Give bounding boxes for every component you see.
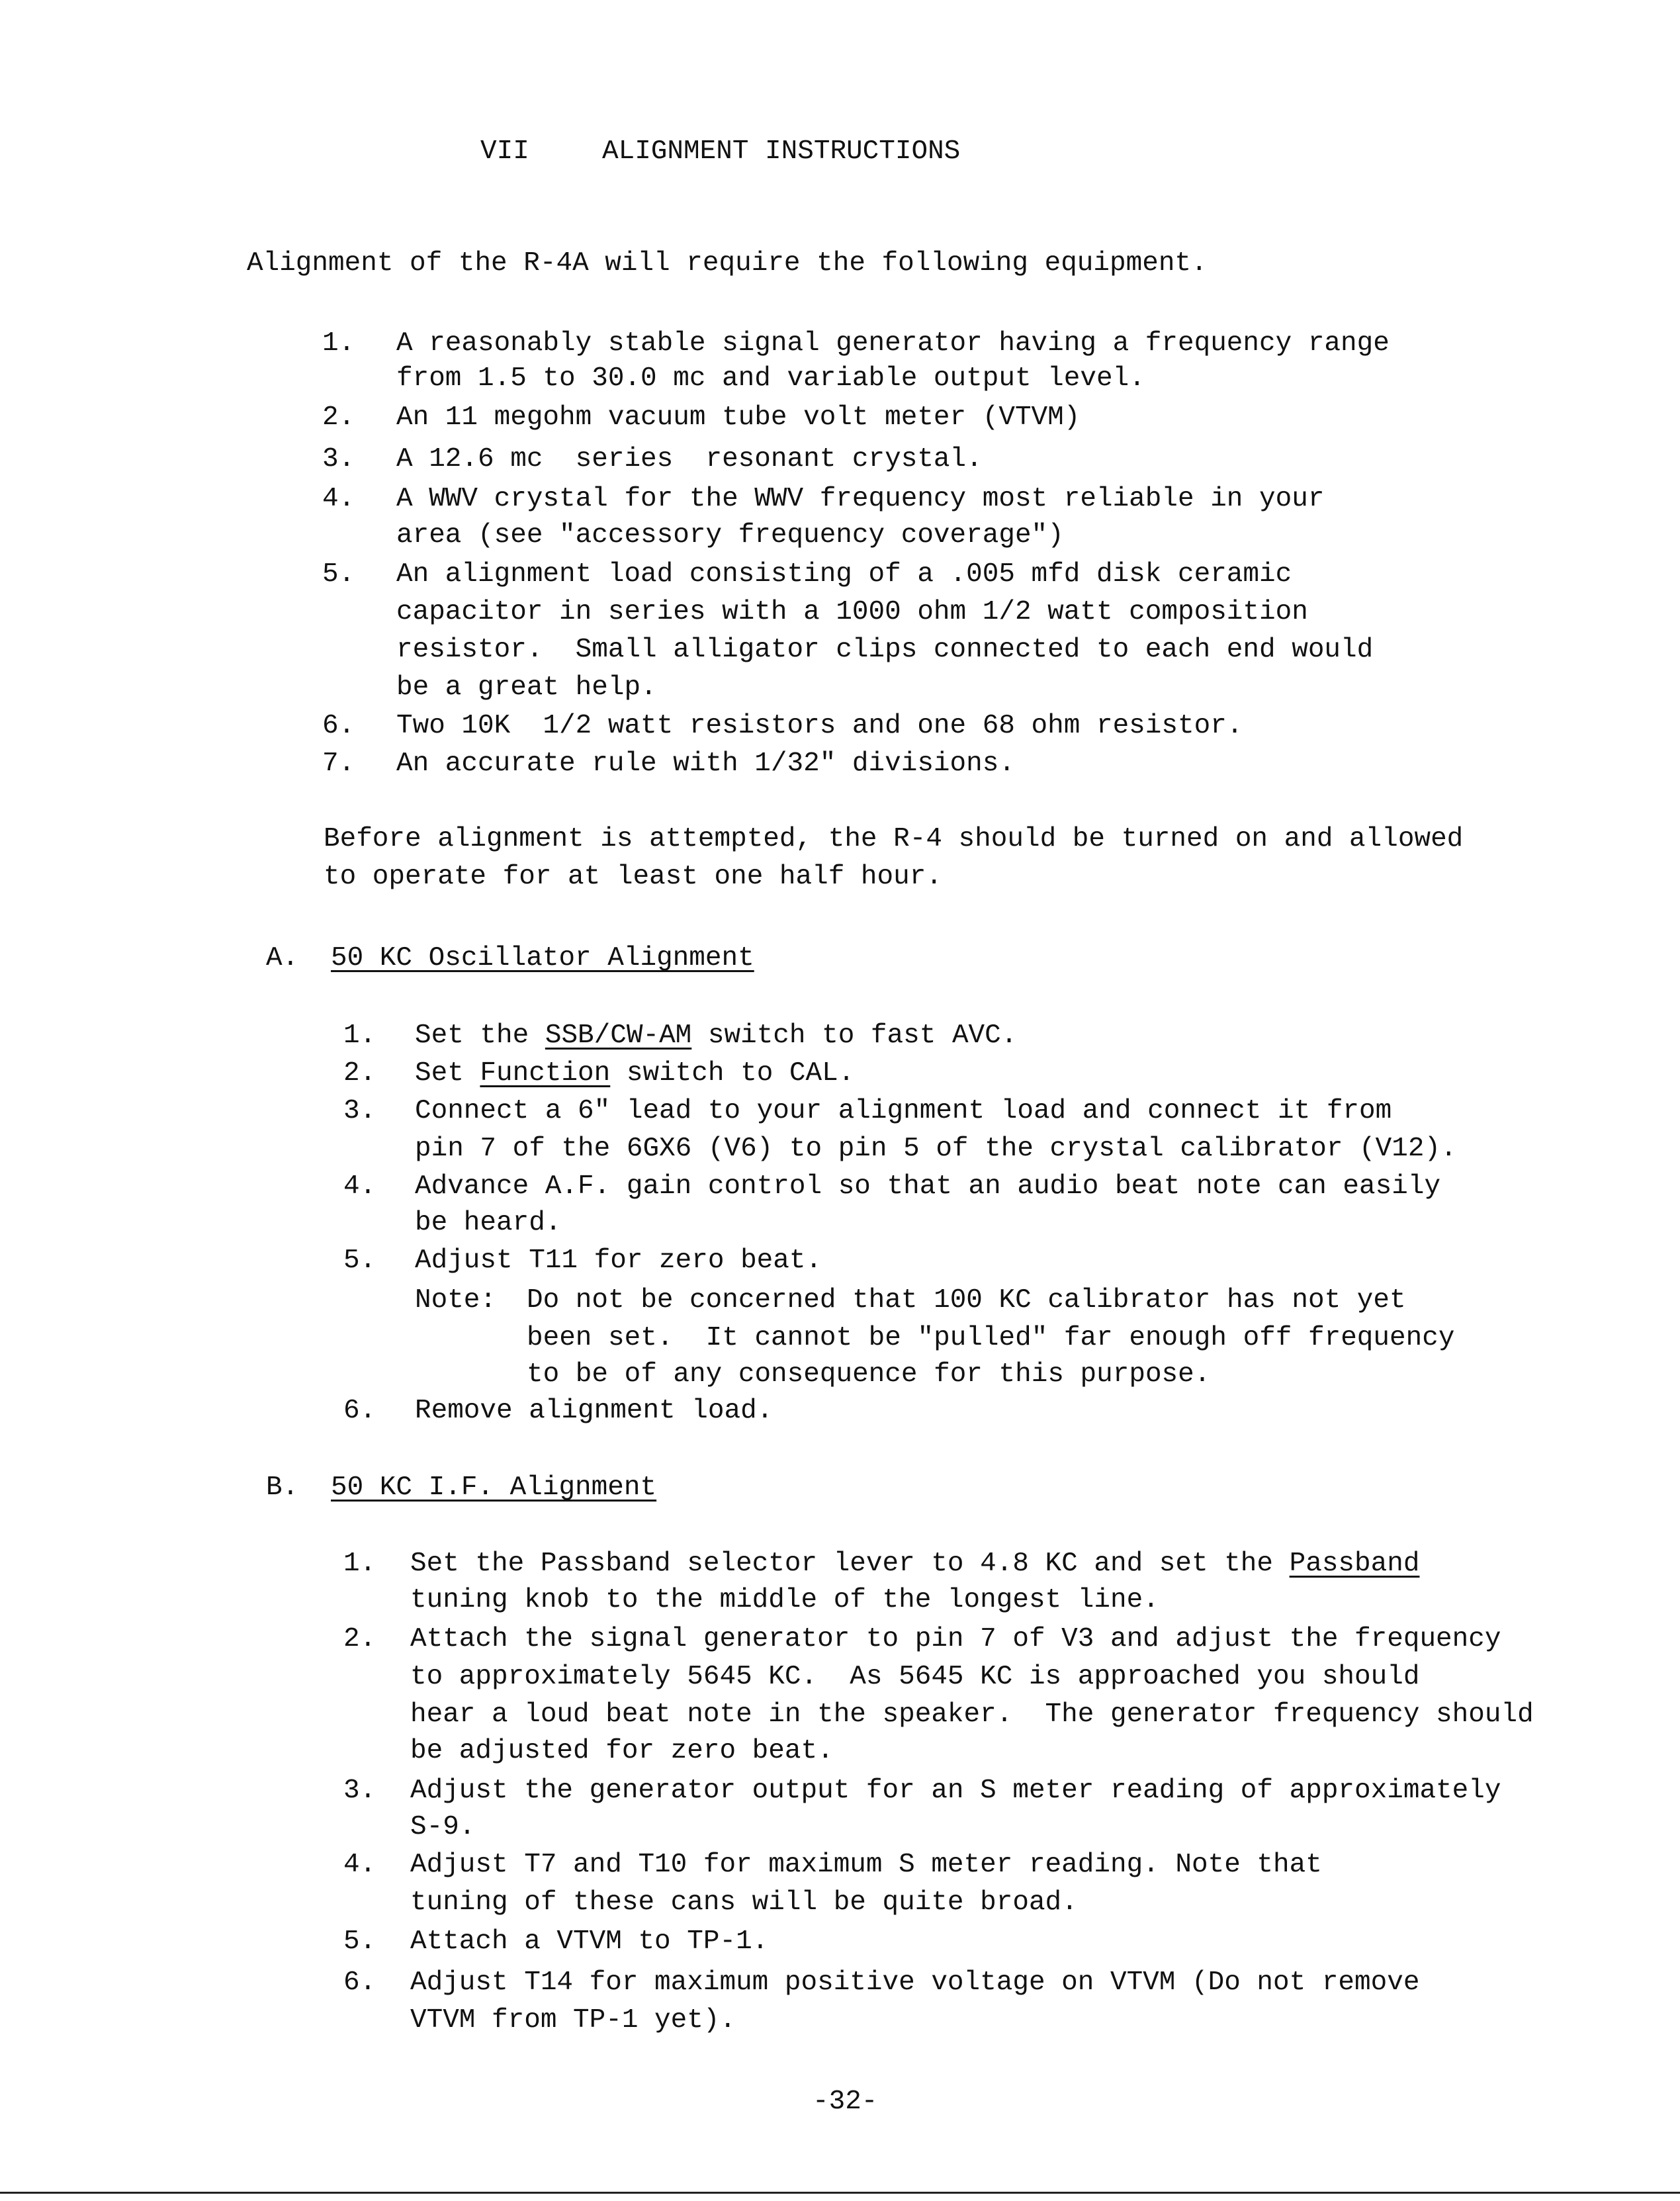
step-number: 6. bbox=[343, 1967, 376, 1998]
step-text: Attach a VTVM to TP-1. bbox=[410, 1926, 769, 1957]
list-number: 6. bbox=[322, 711, 355, 741]
underlined-text: Function bbox=[480, 1058, 611, 1089]
step-text: Adjust T7 and T10 for maximum S meter reading. Note that bbox=[410, 1850, 1322, 1880]
step-text: Connect a 6" lead to your alignment load and connect it from bbox=[415, 1096, 1392, 1126]
step-text: Adjust T14 for maximum positive voltage on VTVM (Do not remove bbox=[410, 1967, 1420, 1998]
section-b-heading bbox=[331, 1471, 656, 1504]
list-item: A WWV crystal for the WWV frequency most reliable in your bbox=[396, 484, 1325, 514]
step-number: 2. bbox=[343, 1058, 376, 1089]
step-text: Remove alignment load. bbox=[415, 1396, 774, 1426]
step-number: 3. bbox=[343, 1775, 376, 1806]
list-item: resistor. Small alligator clips connected to each end would bbox=[396, 635, 1374, 665]
list-item: from 1.5 to 30.0 mc and variable output level. bbox=[396, 363, 1145, 394]
step-text bbox=[415, 1019, 1017, 1052]
text: switch to CAL. bbox=[610, 1058, 855, 1089]
step-text: be adjusted for zero beat. bbox=[410, 1736, 834, 1766]
list-number: 1. bbox=[322, 328, 355, 359]
list-item: be a great help. bbox=[396, 672, 657, 703]
list-number: 3. bbox=[322, 444, 355, 474]
section-a-heading-text: 50 KC Oscillator Alignment bbox=[331, 943, 754, 973]
section-a-letter: A. bbox=[266, 943, 299, 973]
step-text: tuning knob to the middle of the longest line. bbox=[410, 1585, 1159, 1615]
step-text bbox=[410, 1547, 1419, 1580]
list-item: An alignment load consisting of a .005 mfd disk ceramic bbox=[396, 559, 1292, 590]
list-item: capacitor in series with a 1000 ohm 1/2 watt composition bbox=[396, 597, 1308, 627]
section-b-letter: B. bbox=[266, 1472, 299, 1503]
paragraph-line: to operate for at least one half hour. bbox=[324, 862, 942, 892]
step-text: S-9. bbox=[410, 1812, 476, 1842]
step-text: be heard. bbox=[415, 1208, 562, 1238]
step-number: 1. bbox=[343, 1549, 376, 1579]
list-number: 2. bbox=[322, 402, 355, 433]
list-item: area (see "accessory frequency coverage") bbox=[396, 520, 1064, 551]
step-text bbox=[415, 1057, 854, 1090]
step-text: hear a loud beat note in the speaker. The generator frequency should bbox=[410, 1699, 1534, 1730]
underlined-text: Passband bbox=[1289, 1549, 1420, 1579]
step-number: 4. bbox=[343, 1171, 376, 1202]
list-item: An 11 megohm vacuum tube volt meter (VTVM) bbox=[396, 402, 1081, 433]
step-text: Adjust the generator output for an S meter reading of approximately bbox=[410, 1775, 1501, 1806]
note-text: been set. It cannot be "pulled" far enough off frequency bbox=[527, 1323, 1455, 1353]
step-number: 6. bbox=[343, 1396, 376, 1426]
step-text: Adjust T11 for zero beat. bbox=[415, 1245, 822, 1276]
note-label: Note: bbox=[415, 1285, 497, 1316]
step-number: 1. bbox=[343, 1020, 376, 1051]
page-title: ALIGNMENT INSTRUCTIONS bbox=[602, 136, 961, 167]
list-number: 5. bbox=[322, 559, 355, 590]
page-number: -32- bbox=[813, 2087, 878, 2117]
text: Set bbox=[415, 1058, 480, 1089]
step-text: Attach the signal generator to pin 7 of V3 and adjust the frequency bbox=[410, 1624, 1501, 1654]
page-bottom-rule bbox=[0, 2192, 1680, 2194]
underlined-text: SSB/CW-AM bbox=[545, 1020, 692, 1051]
section-b-heading-text: 50 KC I.F. Alignment bbox=[331, 1472, 657, 1503]
intro-text: Alignment of the R-4A will require the following equipment. bbox=[247, 248, 1208, 279]
step-number: 5. bbox=[343, 1245, 376, 1276]
step-number: 2. bbox=[343, 1624, 376, 1654]
note-text: Do not be concerned that 100 KC calibrator has not yet bbox=[527, 1285, 1406, 1316]
step-number: 4. bbox=[343, 1850, 376, 1880]
step-number: 3. bbox=[343, 1096, 376, 1126]
list-number: 4. bbox=[322, 484, 355, 514]
step-text: to approximately 5645 KC. As 5645 KC is approached you should bbox=[410, 1662, 1420, 1692]
list-item: Two 10K 1/2 watt resistors and one 68 ohm resistor. bbox=[396, 711, 1243, 741]
text: Set the bbox=[415, 1020, 545, 1051]
list-item: A reasonably stable signal generator having a frequency range bbox=[396, 328, 1390, 359]
note-text: to be of any consequence for this purpose. bbox=[527, 1359, 1211, 1390]
step-text: Advance A.F. gain control so that an audio beat note can easily bbox=[415, 1171, 1441, 1202]
step-text: pin 7 of the 6GX6 (V6) to pin 5 of the crystal calibrator (V12). bbox=[415, 1134, 1457, 1164]
step-text: VTVM from TP-1 yet). bbox=[410, 2005, 736, 2036]
list-number: 7. bbox=[322, 748, 355, 779]
paragraph-line: Before alignment is attempted, the R-4 should be turned on and allowed bbox=[324, 824, 1464, 854]
text: switch to fast AVC. bbox=[691, 1020, 1018, 1051]
list-item: A 12.6 mc series resonant crystal. bbox=[396, 444, 983, 474]
text: Set the Passband selector lever to 4.8 KC and set the bbox=[410, 1549, 1290, 1579]
section-a-heading bbox=[331, 942, 754, 975]
section-number: VII bbox=[480, 136, 529, 167]
step-text: tuning of these cans will be quite broad. bbox=[410, 1887, 1078, 1918]
step-number: 5. bbox=[343, 1926, 376, 1957]
list-item: An accurate rule with 1/32" divisions. bbox=[396, 748, 1015, 779]
